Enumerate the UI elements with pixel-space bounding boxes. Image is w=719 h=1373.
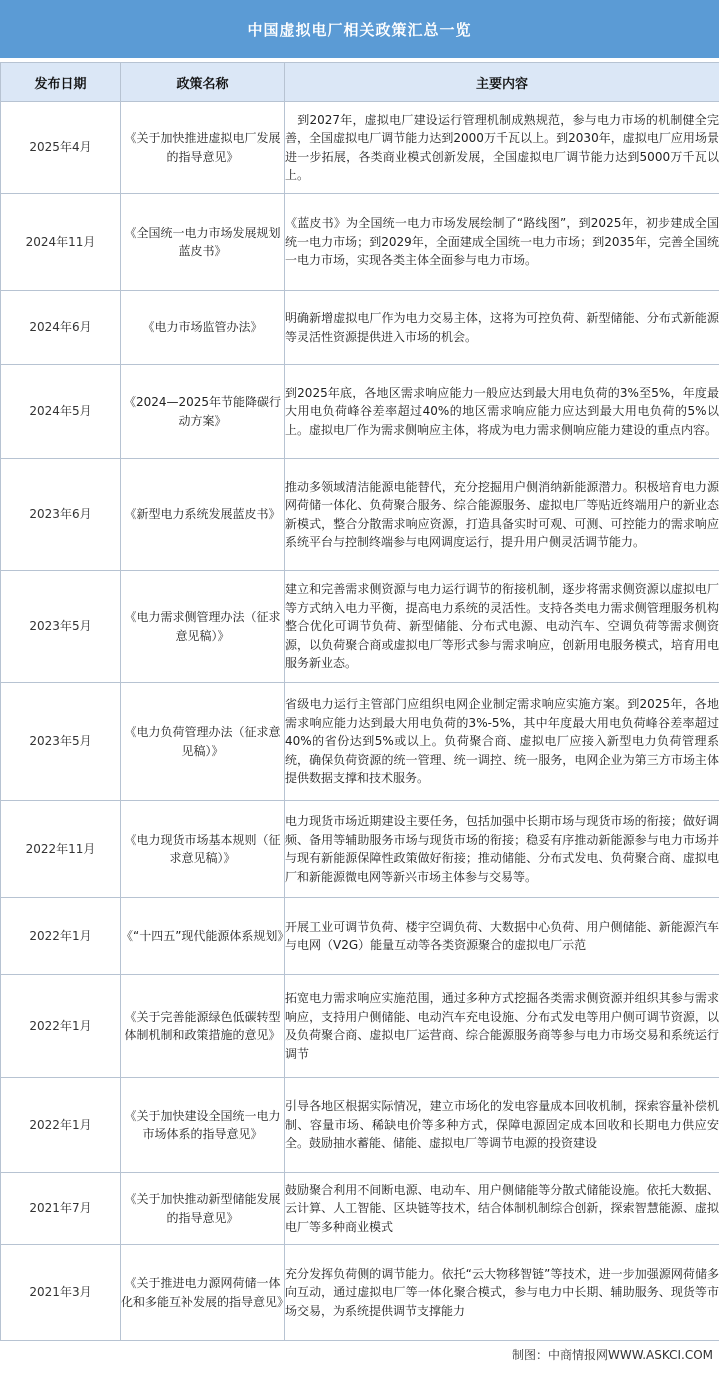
policy-name: 《关于推进电力源网荷储一体化和多能互补发展的指导意见》 (121, 1245, 285, 1341)
policy-date: 2021年3月 (1, 1245, 121, 1341)
policy-name: 《关于加快推进虚拟电厂发展的指导意见》 (121, 102, 285, 194)
policy-name: 《电力现货市场基本规则（征求意见稿）》 (121, 801, 285, 898)
policy-content: 电力现货市场近期建设主要任务，包括加强中长期市场与现货市场的衔接；做好调频、备用等辅助服务市场与现货市场的衔接；稳妥有序推动新能源参与电力市场并与现有新能源保障性政策做好衔接；推动储能、分布式发电、负荷聚合商、虚拟电厂和新能源微电网等新兴市场主体参与交易等。 (285, 801, 719, 898)
source-credit: 制图：中商情报网WWW.ASKCI.COM (512, 1348, 713, 1362)
policy-date: 2025年4月 (1, 102, 121, 194)
table-row (1, 898, 719, 975)
table-row (1, 1078, 719, 1173)
table-row (1, 571, 719, 683)
policy-name: 《新型电力系统发展蓝皮书》 (121, 459, 285, 571)
table-row (1, 683, 719, 801)
table-header-row (1, 63, 719, 102)
policy-date: 2024年6月 (1, 291, 121, 365)
policy-date: 2021年7月 (1, 1173, 121, 1245)
policy-content: 省级电力运行主管部门应组织电网企业制定需求响应实施方案。到2025年，各地需求响应能力达到最大用电负荷的3%-5%，其中年度最大用电负荷峰谷差率超过40%的省份达到5%或以上。负荷聚合商、虚拟电厂应接入新型电力负荷管理系统，确保负荷资源的统一管理、统一调控、统一服务，电网企业为第三方市场主体提供数据支撑和技术服务。 (285, 683, 719, 801)
table-row (1, 975, 719, 1078)
column-header-content: 主要内容 (285, 63, 719, 102)
policy-date: 2023年5月 (1, 683, 121, 801)
table-row (1, 1245, 719, 1341)
policy-name: 《关于加快建设全国统一电力市场体系的指导意见》 (121, 1078, 285, 1173)
policy-content: 建立和完善需求侧资源与电力运行调节的衔接机制，逐步将需求侧资源以虚拟电厂等方式纳入电力平衡，提高电力系统的灵活性。支持各类电力需求侧管理服务机构整合优化可调节负荷、新型储能、分布式电源、电动汽车、空调负荷等需求侧资源，以负荷聚合商或虚拟电厂等形式参与需求响应，创新用电服务模式，培育用电服务新业态。 (285, 571, 719, 683)
page-title: 中国虚拟电厂相关政策汇总一览 (0, 0, 719, 58)
policy-name: 《电力负荷管理办法（征求意见稿）》 (121, 683, 285, 801)
policy-date: 2024年5月 (1, 365, 121, 459)
policy-name: 《“十四五”现代能源体系规划》 (121, 898, 285, 975)
column-header-name: 政策名称 (121, 63, 285, 102)
policy-content: 拓宽电力需求响应实施范围，通过多种方式挖掘各类需求侧资源并组织其参与需求响应，支持用户侧储能、电动汽车充电设施、分布式发电等用户侧可调节资源，以及负荷聚合商、虚拟电厂运营商、综合能源服务商等参与电力市场交易和系统运行调节 (285, 975, 719, 1078)
policy-content: 到2027年，虚拟电厂建设运行管理机制成熟规范，参与电力市场的机制健全完善，全国虚拟电厂调节能力达到2000万千瓦以上。到2030年，虚拟电厂应用场景进一步拓展，各类商业模式创新发展，全国虚拟电厂调节能力达到5000万千瓦以上。 (285, 102, 719, 194)
policy-date: 2022年1月 (1, 975, 121, 1078)
policy-name: 《电力市场监管办法》 (121, 291, 285, 365)
policy-content: 明确新增虚拟电厂作为电力交易主体，这将为可控负荷、新型储能、分布式新能源等灵活性资源提供进入市场的机会。 (285, 291, 719, 365)
policy-content: 引导各地区根据实际情况，建立市场化的发电容量成本回收机制，探索容量补偿机制、容量市场、稀缺电价等多种方式，保障电源固定成本回收和长期电力供应安全。鼓励抽水蓄能、储能、虚拟电厂等调节电源的投资建设 (285, 1078, 719, 1173)
policy-table (0, 62, 719, 1341)
policy-content: 到2025年底，各地区需求响应能力一般应达到最大用电负荷的3%至5%，年度最大用电负荷峰谷差率超过40%的地区需求响应能力应达到最大用电负荷的5%以上。虚拟电厂作为需求侧响应主体，将成为电力需求侧响应能力建设的重点内容。 (285, 365, 719, 459)
table-row (1, 365, 719, 459)
policy-date: 2024年11月 (1, 194, 121, 291)
policy-content: 推动多领域清洁能源电能替代，充分挖掘用户侧消纳新能源潜力。积极培育电力源网荷储一体化、负荷聚合服务、综合能源服务、虚拟电厂等贴近终端用户的新业态新模式，整合分散需求响应资源，打造具备实时可观、可测、可控能力的需求响应系统平台与控制终端参与电网调度运行，提升用户侧灵活调节能力。 (285, 459, 719, 571)
policy-name: 《2024—2025年节能降碳行动方案》 (121, 365, 285, 459)
policy-name: 《关于完善能源绿色低碳转型体制机制和政策措施的意见》 (121, 975, 285, 1078)
table-row (1, 194, 719, 291)
table-row (1, 459, 719, 571)
policy-content: 鼓励聚合利用不间断电源、电动车、用户侧储能等分散式储能设施。依托大数据、云计算、人工智能、区块链等技术，结合体制机制综合创新，探索智慧能源、虚拟电厂等多种商业模式 (285, 1173, 719, 1245)
policy-name: 《全国统一电力市场发展规划蓝皮书》 (121, 194, 285, 291)
policy-date: 2023年5月 (1, 571, 121, 683)
policy-date: 2022年11月 (1, 801, 121, 898)
policy-name: 《关于加快推动新型储能发展的指导意见》 (121, 1173, 285, 1245)
table-row (1, 102, 719, 194)
policy-content: 《蓝皮书》为全国统一电力市场发展绘制了“路线图”，到2025年，初步建成全国统一电力市场；到2029年，全面建成全国统一电力市场；到2035年，完善全国统一电力市场，实现各类主体全面参与电力市场。 (285, 194, 719, 291)
policy-date: 2023年6月 (1, 459, 121, 571)
policy-date: 2022年1月 (1, 1078, 121, 1173)
table-row (1, 291, 719, 365)
policy-name: 《电力需求侧管理办法（征求意见稿）》 (121, 571, 285, 683)
column-header-date: 发布日期 (1, 63, 121, 102)
policy-content: 开展工业可调节负荷、楼宇空调负荷、大数据中心负荷、用户侧储能、新能源汽车与电网（V2G）能量互动等各类资源聚合的虚拟电厂示范 (285, 898, 719, 975)
policy-content: 充分发挥负荷侧的调节能力。依托“云大物移智链”等技术，进一步加强源网荷储多向互动，通过虚拟电厂等一体化聚合模式，参与电力中长期、辅助服务、现货等市场交易，为系统提供调节支撑能力 (285, 1245, 719, 1341)
policy-date: 2022年1月 (1, 898, 121, 975)
table-row (1, 801, 719, 898)
table-row (1, 1173, 719, 1245)
